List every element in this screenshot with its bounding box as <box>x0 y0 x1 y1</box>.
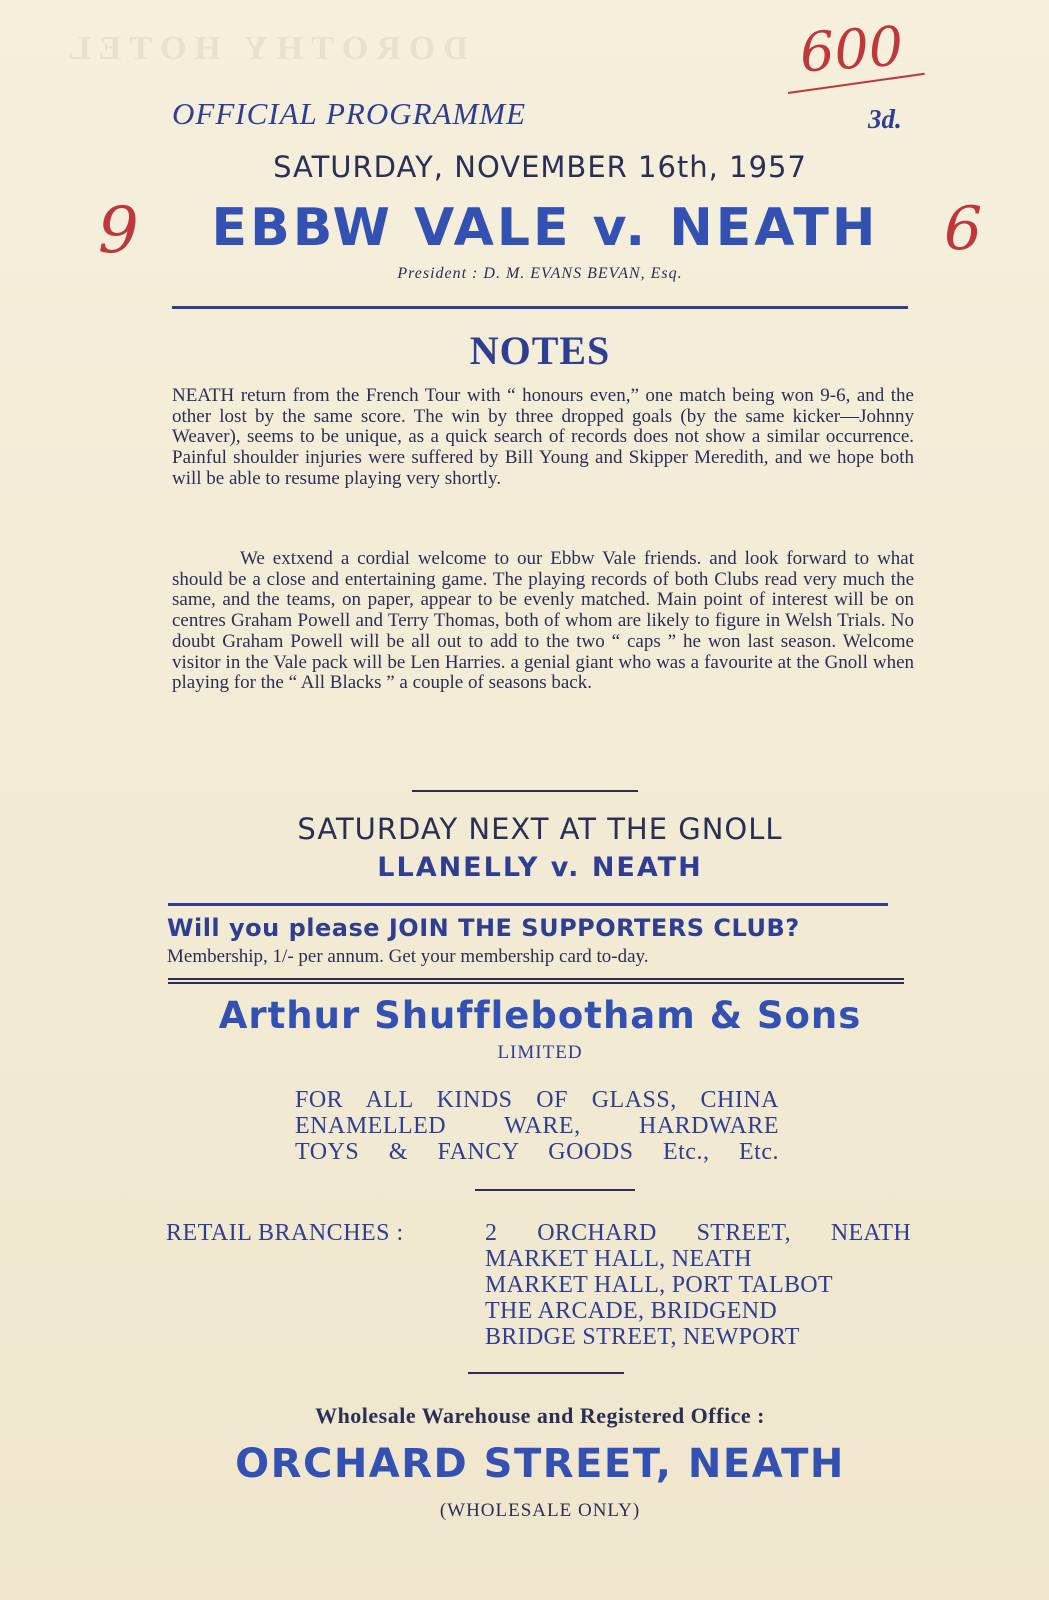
divider <box>172 306 908 309</box>
wholesale-address: ORCHARD STREET, NEATH <box>235 1441 845 1487</box>
wholesale-label: Wholesale Warehouse and Registered Office : <box>315 1403 765 1428</box>
divider <box>468 1372 624 1374</box>
branch-address: MARKET HALL, NEATH <box>485 1246 752 1272</box>
programme-title: OFFICIAL PROGRAMME <box>172 96 527 131</box>
advert-limited: LIMITED <box>497 1042 583 1063</box>
membership-note: Membership, 1/- per annum. Get your membership card to-day. <box>167 946 649 967</box>
handwritten-away-score: 6 <box>944 194 983 264</box>
notes-paragraph: We extxend a cordial welcome to our Ebbw Vale friends. and look forward to what should be a close and entertaining game. The playing records of both Clubs read very much the same, and the teams, on paper, appear to be evenly matched. Main point of interest will be on centres Graham Powell and Terry Thomas, both of whom are likely to figure in Welsh Trials. No doubt Graham Powell will be all out to add to the two “ caps ” he won last season. Welcome visitor in the Vale pack will be Len Harries. a genial giant who was a favourite at the Gnoll when playing for the “ All Blacks ” a couple of seasons back. <box>172 548 914 694</box>
retail-branches-label: RETAIL BRANCHES : <box>166 1220 404 1246</box>
handwritten-number: 600 <box>797 14 906 85</box>
branch-address: 2 ORCHARD STREET, NEATH <box>485 1220 911 1246</box>
advert-goods-line: ENAMELLED WARE, HARDWARE <box>295 1113 779 1139</box>
divider <box>475 1189 635 1191</box>
supporters-club-headline: Will you please JOIN THE SUPPORTERS CLUB? <box>167 914 800 942</box>
advert-company-name: Arthur Shufflebotham & Sons <box>218 994 862 1037</box>
show-through-text: DOROTHY HOTEL <box>60 30 468 67</box>
handwritten-home-score: 9 <box>98 194 139 268</box>
match-title: EBBW VALE v. NEATH <box>211 198 879 258</box>
retail-branches-list <box>485 1220 911 1350</box>
divider <box>168 903 888 906</box>
president-line: President : D. M. EVANS BEVAN, Esq. <box>397 265 683 282</box>
wholesale-only-note: (WHOLESALE ONLY) <box>439 1500 641 1521</box>
next-match-heading: SATURDAY NEXT AT THE GNOLL <box>297 812 783 846</box>
divider <box>168 978 904 980</box>
advert-goods-line: TOYS & FANCY GOODS Etc., Etc. <box>295 1139 779 1165</box>
branch-address: BRIDGE STREET, NEWPORT <box>485 1324 800 1350</box>
branch-address: THE ARCADE, BRIDGEND <box>485 1298 777 1324</box>
notes-heading: NOTES <box>469 328 611 373</box>
divider <box>412 790 638 792</box>
price: 3d. <box>868 104 902 134</box>
match-date: SATURDAY, NOVEMBER 16th, 1957 <box>273 150 807 184</box>
branch-address: MARKET HALL, PORT TALBOT <box>485 1272 833 1298</box>
advert-goods-line: FOR ALL KINDS OF GLASS, CHINA <box>295 1087 779 1113</box>
divider <box>168 982 904 984</box>
advert-goods-list <box>295 1087 779 1165</box>
next-match-fixture: LLANELLY v. NEATH <box>377 852 703 883</box>
notes-paragraph: NEATH return from the French Tour with “ honours even,” one match being won 9-6, and the other lost by the same score. The win by three dropped goals (by the same kicker—Johnny Weaver), seems to be unique, as a quick search of records does not show a similar occurrence. Painful shoulder injuries were suffered by Bill Young and Skipper Meredith, and we hope both will be able to resume playing very shortly. <box>172 385 914 489</box>
